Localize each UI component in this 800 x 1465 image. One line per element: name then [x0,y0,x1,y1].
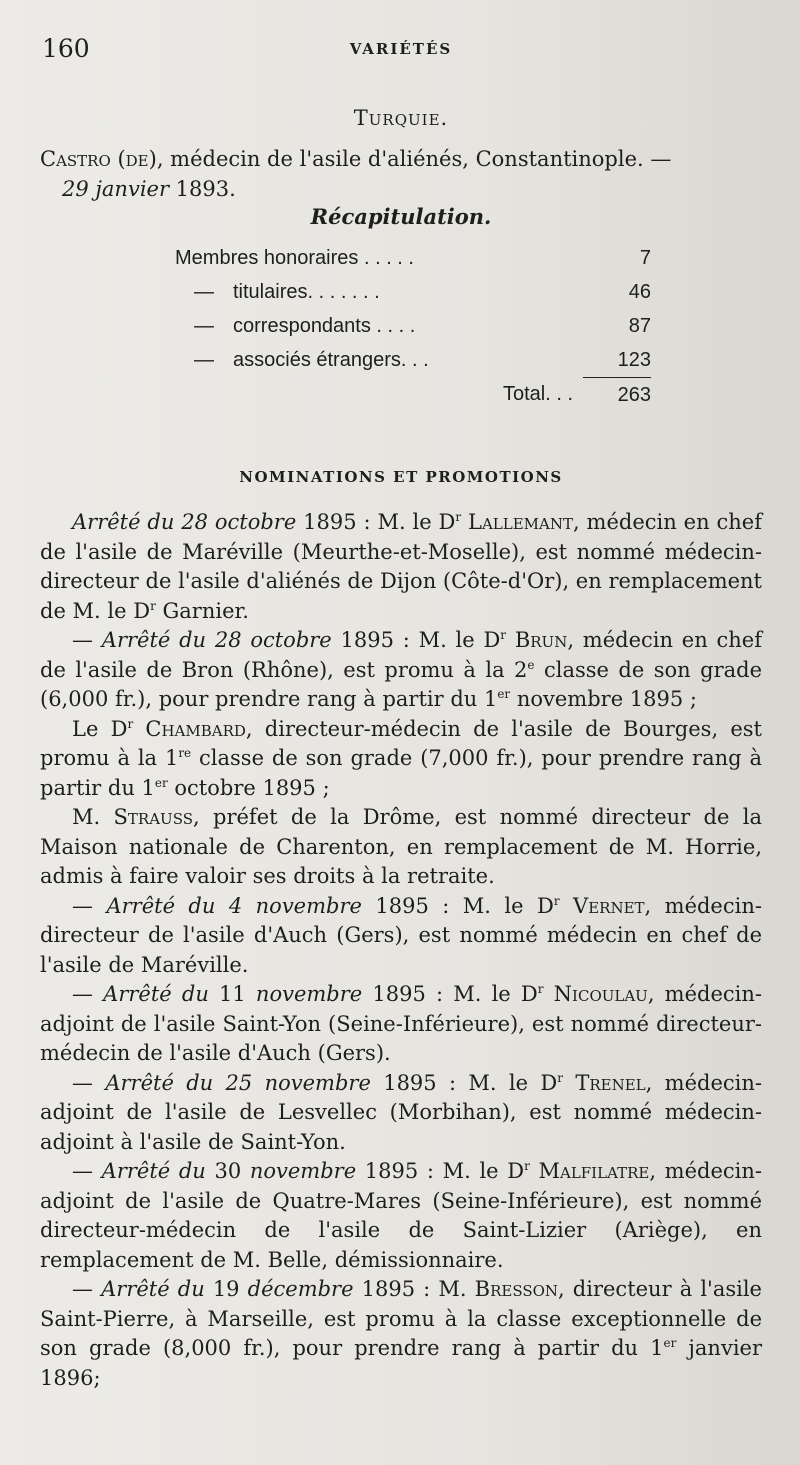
text: — [72,1277,102,1301]
text: 19 [204,1277,248,1301]
text: octobre 1895 ; [167,775,330,800]
text: Le D [72,716,128,741]
text: 1895 : M. [353,1277,475,1301]
text: 1895 : M. le D [356,1159,525,1183]
text: , médecin-adjoint de l'asile de Lesvellec (Morbihan), est nommé médecin-adjoint à l'asile de Saint-Yon. [40,1070,762,1154]
recap-label: Membres honoraires . . . . . [175,246,414,269]
text: — [72,1070,106,1095]
decree-date: Arrêté du 25 novembre [105,1070,371,1095]
text: , médecin en chef de l'asile de Maréville (Meurthe-et-Moselle), est nommé médecin-directeur de l'asile d'aliénés de Dijon (Côte-d'Or), en remplacement de M. le D [40,510,762,623]
superscript: er [497,687,511,701]
recap-table [175,241,651,412]
superscript: r [500,628,507,642]
text: — [72,1159,102,1183]
person-name: Nicoulau [543,982,648,1006]
decree-month: novembre [255,982,363,1006]
member-year: 1893. [169,177,236,201]
section-title: NOMINATIONS ET PROMOTIONS [239,468,563,486]
superscript: r [553,893,560,908]
recap-label: associés étrangers. . . [233,348,429,371]
recap-title: Récapitulation. [310,204,492,229]
paragraph [40,892,762,981]
text: , médecin-adjoint de l'asile de Quatre-Mares (Seine-Inférieure), est nommé directeur-médecin de l'asile de Saint-Lizier (Ariège), en remplacement de M. Belle, démissionnaire. [40,1159,762,1272]
recap-dash: — [194,280,214,303]
paragraph [40,508,762,626]
text: , médecin-adjoint de l'asile Saint-Yon (Seine-Inférieure), est nommé directeur-médecin de l'asile d'Auch (Gers). [40,982,762,1065]
recap-value: 87 [628,314,651,337]
text: 1895 : M. le D [331,628,501,652]
decree-date: Arrêté du 28 octobre [72,510,297,534]
paragraph [40,626,762,715]
paragraph [40,715,762,804]
page-number: 160 [42,34,90,63]
decree-date: Arrêté du [101,1159,206,1183]
paragraph [40,1157,762,1275]
superscript: r [127,716,134,731]
text: janvier 1896; [40,1336,763,1390]
recap-row [175,343,651,378]
text: — [72,982,104,1006]
recap-label: titulaires. . . . . . . [233,280,380,303]
running-head: VARIÉTÉS [349,40,453,58]
text: 1895 : M. le D [362,982,538,1006]
text: , directeur-médecin de l'asile de Bourges, est promu à la 1 [40,716,762,770]
member-entry [40,144,762,204]
text: — [72,893,107,918]
paragraph [40,980,762,1069]
person-name: Strauss [113,805,193,829]
text: , préfet de la Drôme, est nommé directeur de la Maison nationale de Charenton, en remplacement de M. Horrie, admis à faire valoir ses droits à la retraite. [40,805,762,888]
person-name: Bresson [474,1277,559,1301]
paragraph [40,1069,762,1158]
member-text: , médecin de l'asile d'aliénés, Constantinople. — [156,147,672,171]
recap-dash: — [194,348,214,371]
person-name: Lallemant [461,510,573,534]
recap-total-row [175,378,651,413]
recap-total-value: 263 [617,383,651,406]
person-name: Chambard [133,716,246,741]
member-date: 29 janvier [62,177,169,201]
superscript: r [455,510,462,524]
text: Garnier. [155,598,249,623]
person-name: Trenel [563,1070,646,1095]
recap-row [175,275,651,309]
page-header [40,30,762,70]
person-name: Brun [506,628,568,652]
superscript: r [150,598,156,613]
text: 1895 : M. le D [361,893,554,918]
recap-value: 7 [639,246,651,269]
recap-row [175,309,651,343]
text: 11 [208,982,256,1006]
superscript: r [524,1159,530,1173]
text: novembre 1895 ; [510,687,697,711]
superscript: er [663,1336,677,1350]
superscript: e [527,657,535,672]
text: , directeur à l'asile Saint-Pierre, à Marseille, est promu à la classe exceptionnelle de son grade (8,000 fr.), pour prendre rang à partir du 1 [40,1277,762,1360]
superscript: r [557,1070,564,1085]
text: 30 [205,1159,250,1183]
text: 1895 : M. le D [296,510,456,534]
recap-row [175,241,651,275]
decree-month: décembre [247,1277,354,1301]
recap-label: correspondants . . . . [233,314,416,337]
paragraph [40,803,762,892]
recap-value: 46 [628,280,651,303]
text: classe de son grade (6,000 fr.), pour prendre rang à partir du 1 [40,657,763,711]
paragraph [40,1275,762,1393]
recap-value: 123 [583,343,651,378]
decree-month: novembre [249,1159,357,1183]
recap-dash: — [194,314,214,337]
text: classe de son grade (7,000 fr.), pour prendre rang à partir du 1 [40,746,762,800]
decree-date: Arrêté du 4 novembre [106,893,362,918]
superscript: re [178,746,192,760]
text: , médecin en chef de l'asile de Bron (Rhône), est promu à la 2 [40,628,762,682]
text: 1895 : M. le D [370,1070,558,1095]
text: M. [72,805,114,829]
decree-date: Arrêté du [103,982,209,1006]
recap-total-label: Total. . . [502,383,573,406]
superscript: er [154,775,168,790]
person-name: Malfilatre [529,1159,650,1183]
text: , médecin-directeur de l'asile d'Auch (Gers), est nommé médecin en chef de l'asile de Maréville. [40,893,762,977]
superscript: r [537,982,544,996]
nominations-body [40,508,762,1393]
decree-date: Arrêté du 28 octobre [101,628,332,652]
member-name: Castro (de) [40,147,157,171]
text: — [72,628,102,652]
decree-date: Arrêté du [101,1277,205,1301]
country-heading: Turquie. [353,106,449,130]
person-name: Vernet [559,893,645,918]
